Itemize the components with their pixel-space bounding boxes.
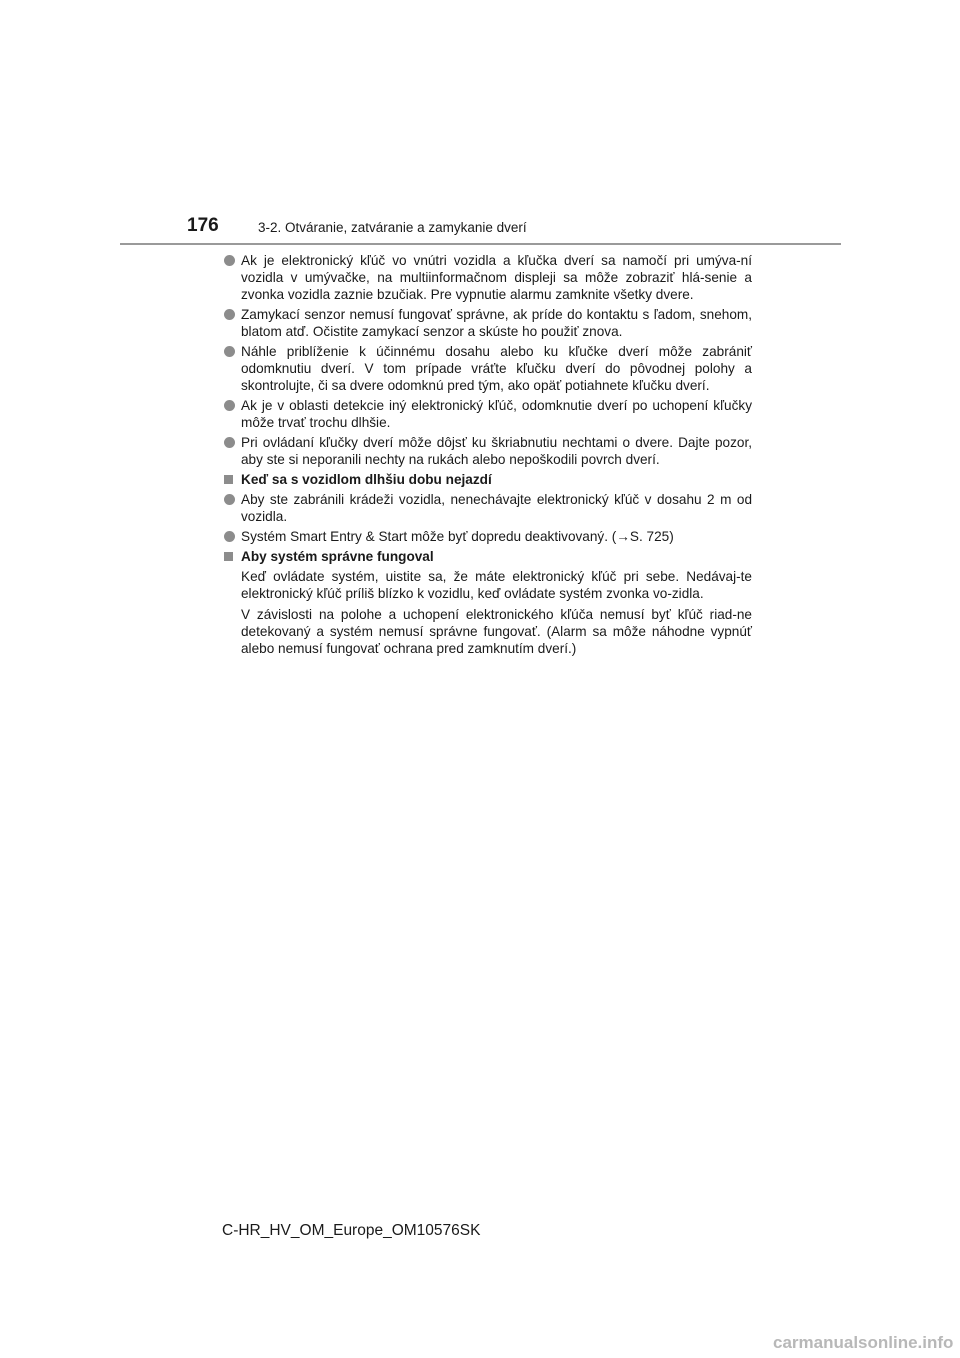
page-number: 176 — [187, 215, 219, 236]
bullet-text: Ak je elektronický kľúč vo vnútri vozidla a kľučka dverí sa namočí pri umýva-ní vozidla v umývačke, na multiinformačnom displeji sa môže zobraziť hlá-senie a zvonka vozidla zaznie bzučiak. Pre vypnutie alarmu zamknite všetky dvere. — [241, 253, 752, 302]
bullet-item — [224, 397, 752, 431]
paragraph: V závislosti na polohe a uchopení elektronického kľúča nemusí byť kľúč riad-ne detekovaný a systém nemusí správne fungovať. (Alarm sa môže náhodne vypnúť alebo nemusí fungovať ochrana pred zamknutím dverí.) — [241, 607, 752, 656]
bullet-item — [224, 528, 752, 545]
page-content — [224, 252, 752, 661]
bullet-dot-icon — [224, 400, 235, 411]
subheading-text: Keď sa s vozidlom dlhšiu dobu nejazdí — [241, 472, 492, 487]
bullet-dot-icon — [224, 494, 235, 505]
bullet-dot-icon — [224, 437, 235, 448]
bullet-text: Ak je v oblasti detekcie iný elektronický kľúč, odomknutie dverí po uchopení kľučky môže trvať trochu dlhšie. — [241, 398, 752, 430]
watermark-link[interactable]: carmanualsonline.info — [773, 1333, 954, 1352]
bullet-text: Systém Smart Entry & Start môže byť dopredu deaktivovaný. (→S. 725) — [241, 529, 674, 544]
bullet-text: Zamykací senzor nemusí fungovať správne, ak príde do kontaktu s ľadom, snehom, blatom atď. Očistite zamykací senzor a skúste ho použiť znova. — [241, 307, 752, 339]
bullet-item — [224, 252, 752, 303]
square-bullet-icon — [224, 552, 233, 561]
bullet-dot-icon — [224, 309, 235, 320]
bullet-dot-icon — [224, 346, 235, 357]
bullet-item — [224, 306, 752, 340]
bullet-dot-icon — [224, 255, 235, 266]
header-rule — [120, 243, 841, 245]
paragraph: Keď ovládate systém, uistite sa, že máte elektronický kľúč pri sebe. Nedávaj-te elektronický kľúč príliš blízko k vozidlu, keď ovládate systém zvonka vo-zidla. — [241, 569, 752, 601]
square-bullet-icon — [224, 475, 233, 484]
bullet-item — [224, 343, 752, 394]
bullet-text: Aby ste zabránili krádeži vozidla, nenechávajte elektronický kľúč v dosahu 2 m od vozidla. — [241, 492, 752, 524]
subheading-text: Aby systém správne fungoval — [241, 549, 434, 564]
bullet-item — [224, 491, 752, 525]
document-code: C-HR_HV_OM_Europe_OM10576SK — [222, 1222, 481, 1239]
bullet-text: Pri ovládaní kľučky dverí môže dôjsť ku škriabnutiu nechtami o dvere. Dajte pozor, aby ste si neporanili nechty na rukách alebo nepoškodili povrch dverí. — [241, 435, 752, 467]
section-title: 3-2. Otváranie, zatváranie a zamykanie dverí — [258, 220, 527, 235]
bullet-text: Náhle priblíženie k účinnému dosahu alebo ku kľučke dverí môže zabrániť odomknutiu dverí. V tom prípade vráťte kľučku dverí do pôvodnej polohy a skontrolujte, či sa dvere odomknú pred tým, ako opäť potiahnete kľučku dverí. — [241, 344, 752, 393]
bullet-item — [224, 434, 752, 468]
subheading — [224, 548, 752, 565]
subheading — [224, 471, 752, 488]
bullet-dot-icon — [224, 531, 235, 542]
